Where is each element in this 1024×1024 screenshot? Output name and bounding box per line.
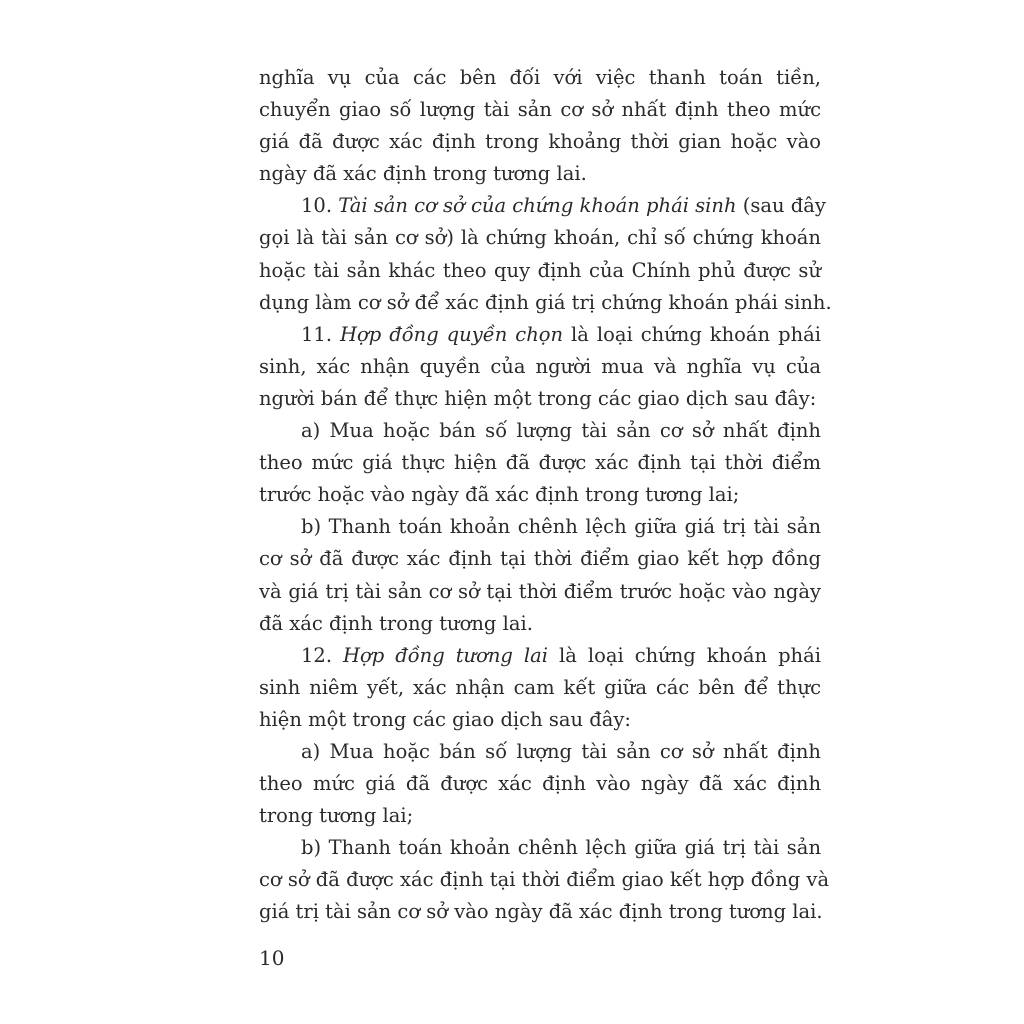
clause-number: 10. [301,194,339,218]
text-line: theo mức giá đã được xác định vào ngày đã xác định [259,772,821,796]
text-line: a) Mua hoặc bán số lượng tài sản cơ sở nhất định [301,739,821,763]
body-text [259,62,832,929]
text-line: giá đã được xác định trong khoảng thời gian hoặc vào [259,130,821,154]
text-line: theo mức giá thực hiện đã được xác định tại thời điểm [259,451,821,475]
text-line: b) Thanh toán khoản chênh lệch giữa giá trị tài sản [301,836,821,860]
page-number: 10 [259,946,285,970]
text-line: gọi là tài sản cơ sở) là chứng khoán, chỉ số chứng khoán [259,226,821,250]
clause-number: 11. [301,322,341,346]
clause-10-first-line [259,190,826,222]
defined-term: Tài sản cơ sở của chứng khoán phái sinh [338,194,737,218]
text-line: trong tương lai; [259,804,414,828]
text-line: dụng làm cơ sở để xác định giá trị chứng khoán phái sinh. [259,290,832,314]
clause-number: 12. [301,643,344,667]
clause-text: (sau đây [736,194,826,218]
text-line: b) Thanh toán khoản chênh lệch giữa giá trị tài sản [301,515,821,539]
text-line: sinh niêm yết, xác nhận cam kết giữa các bên để thực [259,675,821,699]
text-line: cơ sở đã được xác định tại thời điểm giao kết hợp đồng [259,547,821,571]
text-line: trước hoặc vào ngày đã xác định trong tương lai; [259,483,740,507]
text-line: nghĩa vụ của các bên đối với việc thanh toán tiền, [259,66,821,89]
text-line: hoặc tài sản khác theo quy định của Chính phủ được sử [259,258,821,282]
text-line: đã xác định trong tương lai. [259,611,533,635]
clause-text: là loại chứng khoán phái [563,322,821,346]
clause-12-first-line [259,640,821,672]
text-line: ngày đã xác định trong tương lai. [259,162,587,186]
text-line: người bán để thực hiện một trong các giao dịch sau đây: [259,386,817,410]
text-line: và giá trị tài sản cơ sở tại thời điểm trước hoặc vào ngày [259,579,821,603]
text-line: giá trị tài sản cơ sở vào ngày đã xác định trong tương lai. [259,900,823,924]
text-line: cơ sở đã được xác định tại thời điểm giao kết hợp đồng và [259,868,830,892]
text-line: sinh, xác nhận quyền của người mua và nghĩa vụ của [259,354,821,378]
text-line: chuyển giao số lượng tài sản cơ sở nhất định theo mức [259,98,821,122]
text-line: hiện một trong các giao dịch sau đây: [259,707,631,731]
clause-11-first-line [259,319,821,351]
clause-text: là loại chứng khoán phái [547,643,821,667]
defined-term: Hợp đồng quyền chọn [340,322,564,346]
defined-term: Hợp đồng tương lai [343,643,548,667]
text-line: a) Mua hoặc bán số lượng tài sản cơ sở nhất định [301,419,821,443]
